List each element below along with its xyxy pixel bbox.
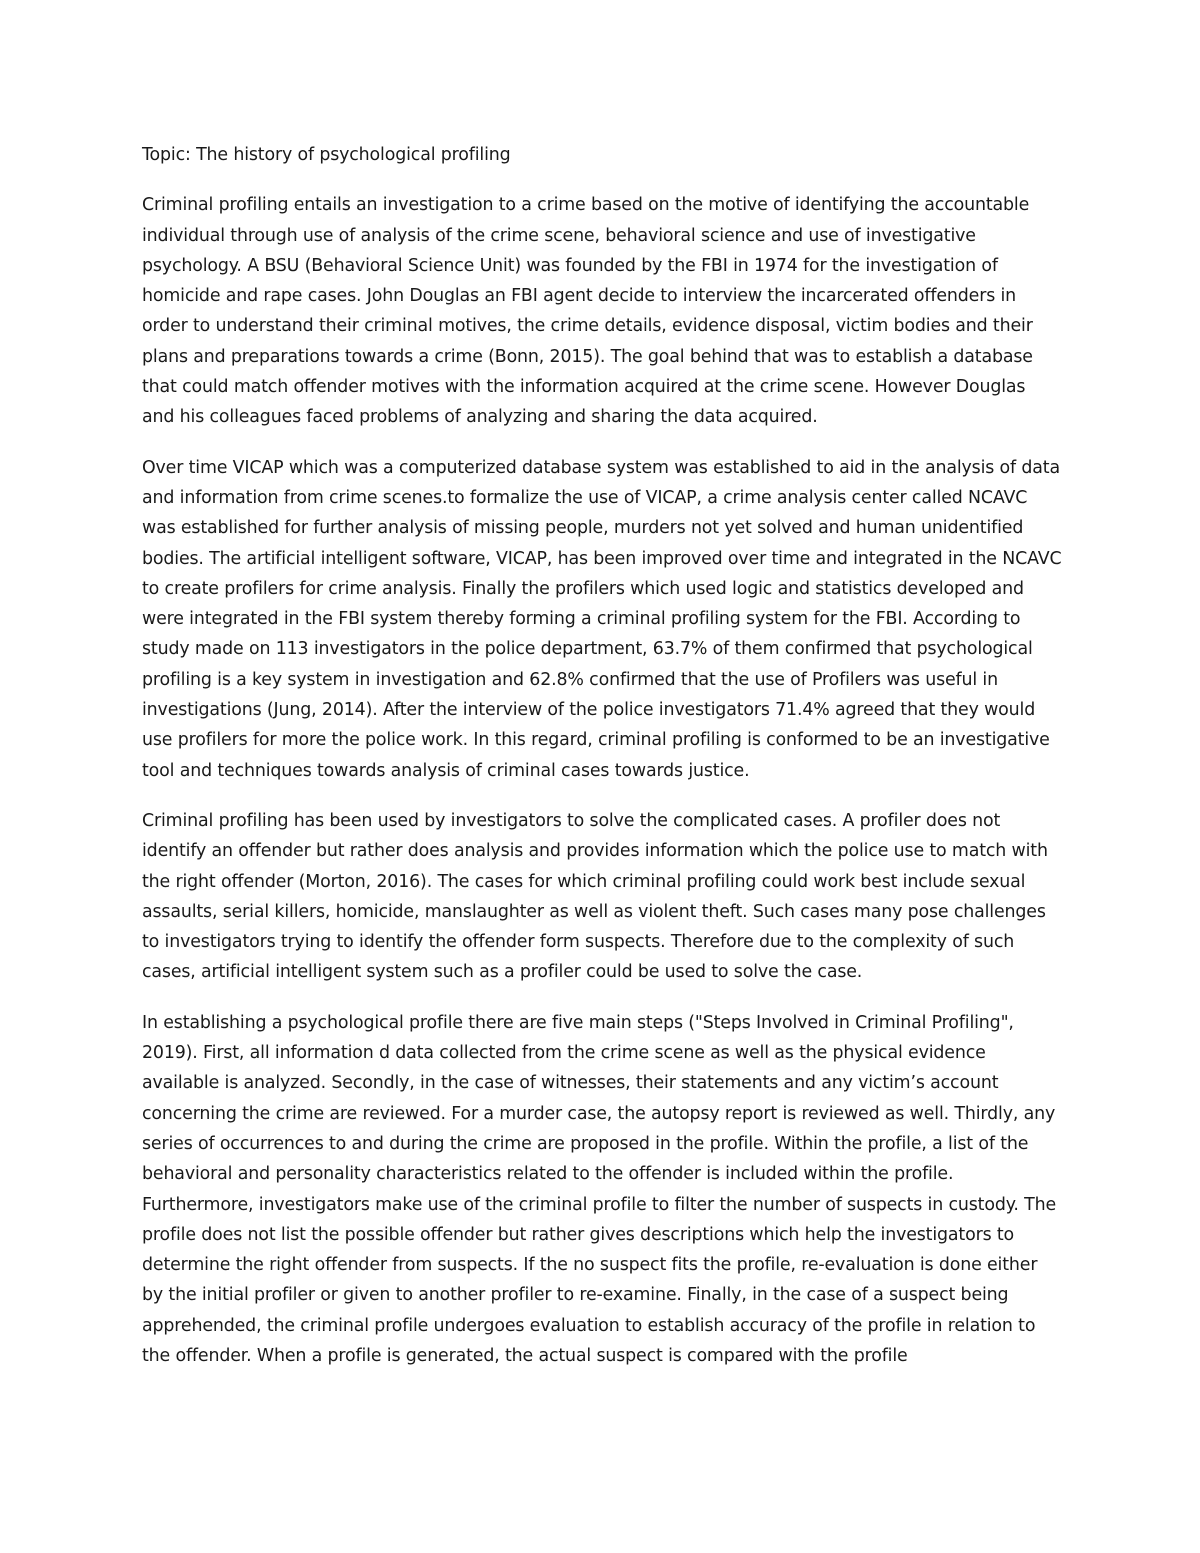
paragraph-4: In establishing a psychological profile there are five main steps ("Steps Involved in Criminal Profiling", 2019). First, all information d data collected from the crime scene as well as the physical evidence available is analyzed. Secondly, in the case of witnesses, their statements and any victim’s account concerning the crime are reviewed. For a murder case, the autopsy report is reviewed as well. Thirdly, any series of occurrences to and during the crime are proposed in the profile. Within the profile, a list of the behavioral and personality characteristics related to the offender is included within the profile. Furthermore, investigators make use of the criminal profile to filter the number of suspects in custody. The profile does not list the possible offender but rather gives descriptions which help the investigators to determine the right offender from suspects. If the no suspect fits the profile, re-evaluation is done either by the initial profiler or given to another profiler to re-examine. Finally, in the case of a suspect being apprehended, the criminal profile undergoes evaluation to establish accuracy of the profile in relation to the offender. When a profile is generated, the actual suspect is compared with the profile: [142, 1012, 1057, 1366]
document-body: [142, 140, 1062, 1371]
paragraph-3: Criminal profiling has been used by investigators to solve the complicated cases. A profiler does not identify an offender but rather does analysis and provides information which the police use to match with the right offender (Morton, 2016). The cases for which criminal profiling could work best include sexual assaults, serial killers, homicide, manslaughter as well as violent theft. Such cases many pose challenges to investigators trying to identify the offender form suspects. Therefore due to the complexity of such cases, artificial intelligent system such as a profiler could be used to solve the case.: [142, 810, 1048, 983]
topic-heading: Topic: The history of psychological profiling: [142, 145, 511, 165]
paragraph-1: Criminal profiling entails an investigation to a crime based on the motive of identifying the accountable individual through use of analysis of the crime scene, behavioral science and use of investigative psychology. A BSU (Behavioral Science Unit) was founded by the FBI in 1974 for the investigation of homicide and rape cases. John Douglas an FBI agent decide to interview the incarcerated offenders in order to understand their criminal motives, the crime details, evidence disposal, victim bodies and their plans and preparations towards a crime (Bonn, 2015). The goal behind that was to establish a database that could match offender motives with the information acquired at the crime scene. However Douglas and his colleagues faced problems of analyzing and sharing the data acquired.: [142, 195, 1033, 428]
paragraph-2: Over time VICAP which was a computerized database system was established to aid in the analysis of data and information from crime scenes.to formalize the use of VICAP, a crime analysis center called NCAVC was established for further analysis of missing people, murders not yet solved and human unidentified bodies. The artificial intelligent software, VICAP, has been improved over time and integrated in the NCAVC to create profilers for crime analysis. Finally the profilers which used logic and statistics developed and were integrated in the FBI system thereby forming a criminal profiling system for the FBI. According to study made on 113 investigators in the police department, 63.7% of them confirmed that psychological profiling is a key system in investigation and 62.8% confirmed that the use of Profilers was useful in investigations (Jung, 2014). After the interview of the police investigators 71.4% agreed that they would use profilers for more the police work. In this regard, criminal profiling is conformed to be an investigative tool and techniques towards analysis of criminal cases towards justice.: [142, 457, 1062, 781]
